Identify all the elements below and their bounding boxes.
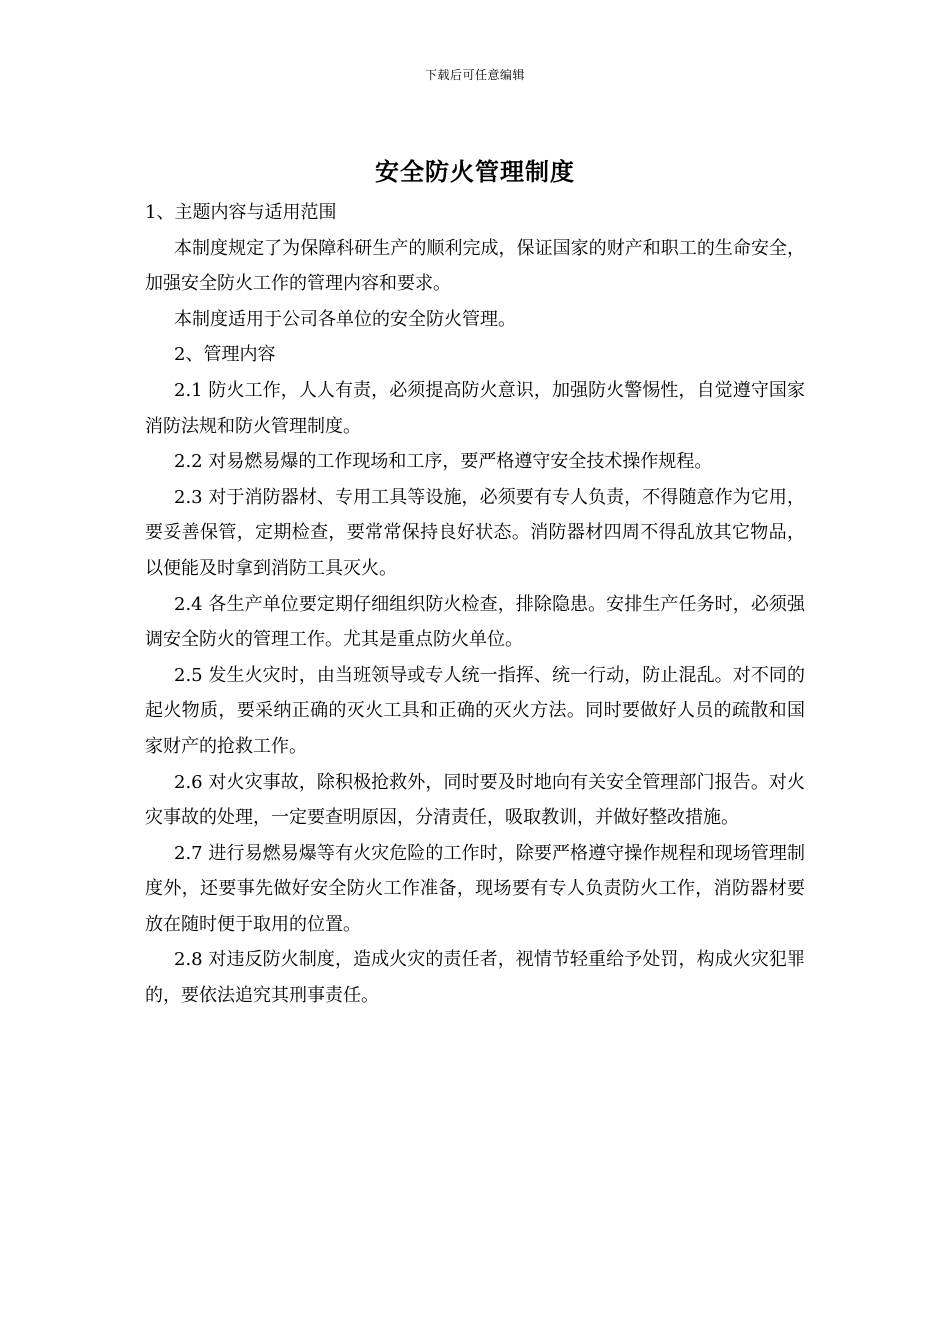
clause-2-6: 2.6 对火灾事故，除积极抢救外，同时要及时地向有关安全管理部门报告。对火灾事故的处理，一定要查明原因，分清责任，吸取教训，并做好整改措施。 (145, 771, 805, 829)
paragraph-scope: 本制度适用于公司各单位的安全防火管理。 (174, 308, 516, 330)
clause-2-5: 2.5 发生火灾时，由当班领导或专人统一指挥、统一行动，防止混乱。对不同的起火物质，要采纳正确的灭火工具和正确的灭火方法。同时要做好人员的疏散和国家财产的抢救工作。 (145, 664, 805, 757)
header-note: 下载后可任意编辑 (424, 68, 525, 82)
clause-2-8: 2.8 对违反防火制度，造成火灾的责任者，视情节轻重给予处罚，构成火灾犯罪的，要依法追究其刑事责任。 (145, 949, 805, 1007)
paragraph-purpose: 本制度规定了为保障科研生产的顺利完成，保证国家的财产和职工的生命安全，加强安全防火工作的管理内容和要求。 (145, 237, 805, 295)
document-title: 安全防火管理制度 (375, 157, 575, 186)
section-heading-1: 1、主题内容与适用范围 (145, 202, 337, 223)
document-body (145, 195, 805, 1014)
clause-2-4: 2.4 各生产单位要定期仔细组织防火检查，排除隐患。安排生产任务时，必须强调安全防火的管理工作。尤其是重点防火单位。 (145, 593, 805, 651)
clause-2-2: 2.2 对易燃易爆的工作现场和工序，要严格遵守安全技术操作规程。 (174, 451, 713, 473)
clause-2-7: 2.7 进行易燃易爆等有火灾危险的工作时，除要严格遵守操作规程和现场管理制度外，还要事先做好安全防火工作准备，现场要有专人负责防火工作，消防器材要放在随时便于取用的位置。 (145, 842, 805, 935)
section-heading-2: 2、管理内容 (174, 344, 276, 366)
clause-2-1: 2.1 防火工作，人人有责，必须提高防火意识，加强防火警惕性，自觉遵守国家消防法规和防火管理制度。 (145, 379, 805, 437)
clause-2-3: 2.3 对于消防器材、专用工具等设施，必须要有专人负责，不得随意作为它用，要妥善保管，定期检查，要常常保持良好状态。消防器材四周不得乱放其它物品，以便能及时拿到消防工具灭火。 (145, 486, 805, 579)
